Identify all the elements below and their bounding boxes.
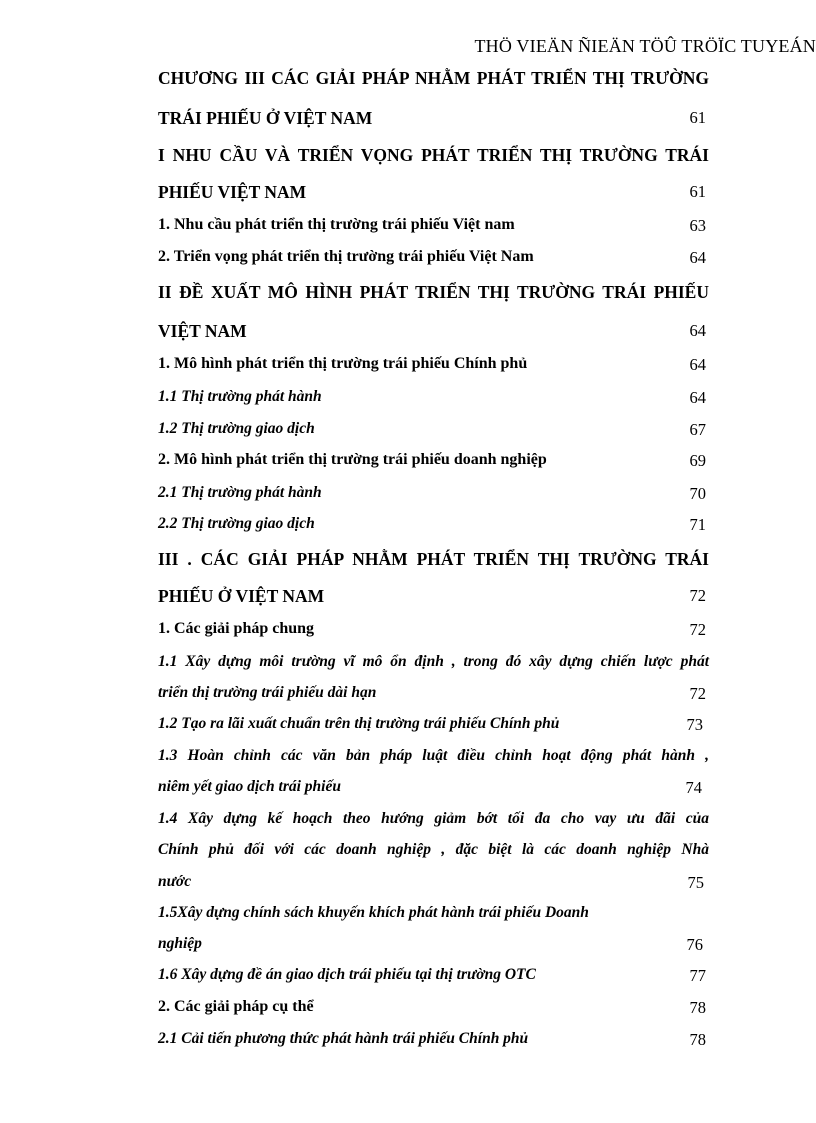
toc-entry xyxy=(158,68,709,89)
toc-entry-text: 1. Các giải pháp chung xyxy=(158,620,315,637)
toc-entry xyxy=(158,549,709,570)
toc-entry xyxy=(158,451,709,469)
toc-entry-text: VIỆT NAM xyxy=(158,321,247,341)
toc-entry xyxy=(158,108,709,129)
toc-page-number: 72 xyxy=(689,684,706,703)
toc-entry-text: niêm yết giao dịch trái phiếu xyxy=(158,778,341,795)
toc-entry xyxy=(158,935,709,953)
toc-page-number: 72 xyxy=(689,586,706,605)
toc-page-number: 72 xyxy=(689,620,706,639)
toc-entry-text: 1.1 Thị trường phát hành xyxy=(158,388,322,405)
toc-entry-text: III . CÁC GIẢI PHÁP NHẰM PHÁT TRIỂN THỊ TRƯỜNG TRÁI xyxy=(158,549,709,569)
toc-entry-text: Chính phủ đối với các doanh nghiệp , đặc biệt là các doanh nghiệp Nhà xyxy=(158,841,709,858)
toc-entry xyxy=(158,248,709,266)
toc-entry-text: 1.2 Tạo ra lãi xuất chuẩn trên thị trường trái phiếu Chính phủ xyxy=(158,715,560,732)
toc-entry-text: 2. Các giải pháp cụ thể xyxy=(158,998,314,1015)
toc-entry xyxy=(158,841,709,859)
toc-entry xyxy=(158,1030,709,1048)
toc-entry-text: TRÁI PHIẾU Ở VIỆT NAM xyxy=(158,108,373,128)
toc-entry xyxy=(158,904,709,922)
toc-entry-text: 1.5Xây dựng chính sách khuyến khích phát hành trái phiếu Doanh xyxy=(158,904,589,921)
toc-entry-text: 2.1 Thị trường phát hành xyxy=(158,484,322,501)
toc-page-number: 64 xyxy=(689,388,706,407)
toc-page-number: 78 xyxy=(689,998,706,1017)
toc-page-number: 78 xyxy=(689,1030,706,1049)
toc-entry-text: 1.1 Xây dựng môi trường vĩ mô ổn định , trong đó xây dựng chiến lược phát xyxy=(158,653,709,670)
toc-page-number: 76 xyxy=(686,935,703,954)
toc-page-number: 64 xyxy=(689,355,706,374)
toc-entry xyxy=(158,778,709,796)
toc-entry-text: 1.6 Xây dựng đề án giao dịch trái phiếu tại thị trường OTC xyxy=(158,966,536,983)
toc-entry-text: 1. Mô hình phát triển thị trường trái phiếu Chính phủ xyxy=(158,355,528,372)
toc-entry xyxy=(158,586,709,607)
toc-entry-text: 1.4 Xây dựng kế hoạch theo hướng giảm bớt tối đa cho vay ưu đãi của xyxy=(158,810,709,827)
toc-entry xyxy=(158,145,709,166)
toc-page-number: 63 xyxy=(689,216,706,235)
toc-entry-text: triển thị trường trái phiếu dài hạn xyxy=(158,684,377,701)
toc-page-number: 69 xyxy=(689,451,706,470)
toc-entry xyxy=(158,420,709,438)
toc-entry-text: 2. Triển vọng phát triển thị trường trái phiếu Việt Nam xyxy=(158,248,534,265)
toc-page-number: 64 xyxy=(689,248,706,267)
toc-entry xyxy=(158,355,709,373)
toc-page-number: 64 xyxy=(689,321,706,340)
toc-entry xyxy=(158,684,709,702)
toc-entry-text: II ĐỀ XUẤT MÔ HÌNH PHÁT TRIỂN THỊ TRƯỜNG TRÁI PHIẾU xyxy=(158,282,709,302)
toc-page-number: 74 xyxy=(685,778,702,797)
toc-entry-text: 1.2 Thị trường giao dịch xyxy=(158,420,315,437)
toc-page-number: 61 xyxy=(689,182,706,201)
toc-page-number: 67 xyxy=(689,420,706,439)
toc-entry xyxy=(158,873,709,891)
toc-entry xyxy=(158,653,709,671)
toc-entry xyxy=(158,321,709,342)
toc-entry xyxy=(158,182,709,203)
toc-page-number: 61 xyxy=(689,108,706,127)
toc-entry xyxy=(158,715,709,733)
toc-entry xyxy=(158,620,709,638)
toc-page-number: 71 xyxy=(689,515,706,534)
toc-entry-text: 2.2 Thị trường giao dịch xyxy=(158,515,315,532)
toc-entry xyxy=(158,282,709,303)
toc-entry xyxy=(158,966,709,984)
toc-page-number: 75 xyxy=(687,873,704,892)
toc-entry-text: CHƯƠNG III CÁC GIẢI PHÁP NHẰM PHÁT TRIỂN THỊ TRƯỜNG xyxy=(158,68,709,88)
toc-entry-text: nghiệp xyxy=(158,935,202,952)
toc-page-number: 77 xyxy=(689,966,706,985)
toc-entry xyxy=(158,747,709,765)
toc-entry xyxy=(158,388,709,406)
toc-entry-text: 2. Mô hình phát triển thị trường trái phiếu doanh nghiệp xyxy=(158,451,547,468)
toc-entry-text: PHIẾU Ở VIỆT NAM xyxy=(158,586,325,606)
toc-entry-text: nước xyxy=(158,873,192,890)
toc-entry xyxy=(158,484,709,502)
toc-entry-text: I NHU CẦU VÀ TRIỂN VỌNG PHÁT TRIỂN THỊ TRƯỜNG TRÁI xyxy=(158,145,709,165)
toc-entry-text: PHIẾU VIỆT NAM xyxy=(158,182,307,202)
site-header: THÖ VIEÄN ÑIEÄN TÖÛ TRÖÏC TUYEÁN xyxy=(474,36,816,56)
toc-entry-text: 2.1 Cải tiến phương thức phát hành trái phiếu Chính phủ xyxy=(158,1030,529,1047)
toc-entry xyxy=(158,998,709,1016)
toc-page-number: 70 xyxy=(689,484,706,503)
toc-entry xyxy=(158,515,709,533)
toc-entry-text: 1. Nhu cầu phát triển thị trường trái phiếu Việt nam xyxy=(158,216,515,233)
toc-entry xyxy=(158,216,709,234)
toc-entry xyxy=(158,810,709,828)
toc-entry-text: 1.3 Hoàn chỉnh các văn bản pháp luật điều chỉnh hoạt động phát hành , xyxy=(158,747,709,764)
toc-page-number: 73 xyxy=(686,715,703,734)
